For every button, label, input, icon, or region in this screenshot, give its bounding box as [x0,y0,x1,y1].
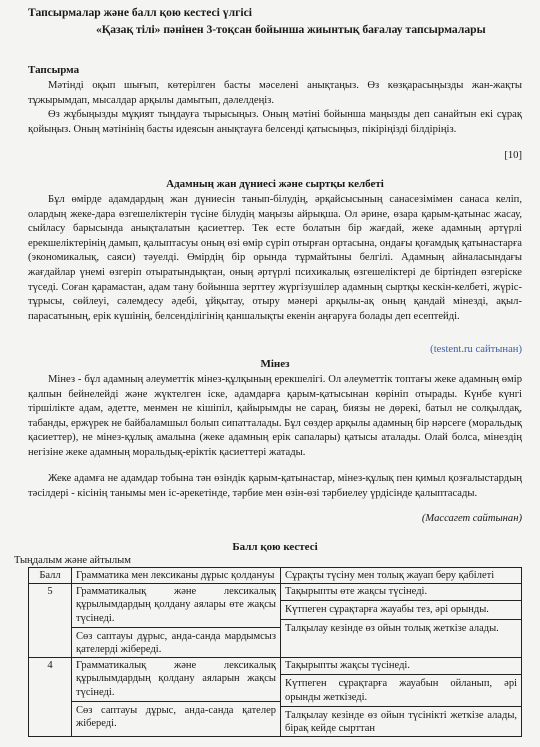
table-row [29,658,522,737]
row-grammar [72,584,281,658]
text2-body-2 [28,472,522,501]
table-title: Балл қою кестесі [232,541,318,553]
text2-body-2-text: Жеке адамға не адамдар тобына тән өзіндік қарым-қатынастар, мінез-құлық пен қимыл қозғалыстардың тәсілдері - кісінің танымы мен іс-әрекетінде, тәрбие мен өзін-өзі тәрбиелеу үрдісінде қалыптасады. [28,473,522,499]
answer-criterion: Күтпеген сұрақтарға жауабы тез, әрі орынды. [281,600,521,616]
grammar-criterion: Грамматикалық және лексикалық құрылымдардың қолдану аяларын жақсы түсінеді. [76,660,276,698]
header-line-2: «Қазақ тілі» пәнінен 3-тоқсан бойынша жиынтық бағалау тапсырмалары [96,23,486,36]
task-label: Тапсырма [28,64,80,76]
task-points: [10] [504,150,522,161]
row-score: 4 [29,658,72,737]
text1-title: Адамның жан дүниесі және сыртқы келбеті [166,178,384,190]
table-header-row [29,568,522,584]
text1-source: (testent.ru сайтынан) [430,344,522,355]
task-paragraph-2-text: Өз жұбыңызды мұқият тыңдауға тырысыңыз. Оның мәтіні бойынша маңызды деп санайтын екі сұрақ қойыңыз. Оның мәтінінің басты идеясын анықтауға белсенді қатысыңыз, пікіріңізді білдіріңіз. [28,109,522,135]
text1-body [28,193,522,324]
header-line-1: Тапсырмалар және балл қою кестесі үлгісі [28,6,252,19]
task-paragraph-1 [28,79,522,108]
answer-criterion: Тақырыпты өте жақсы түсінеді. [285,586,428,598]
row-score: 5 [29,584,72,658]
answer-criterion: Күтпеген сұрақтарға жауабын ойланып, әрі орынды жеткізеді. [281,674,521,703]
answer-criterion: Талқылау кезінде өз ойын толық жеткізе алады. [281,619,521,635]
header-grammar: Грамматика мен лексиканы дұрыс қолдануы [72,568,281,584]
table-subtitle: Тыңдалым және айтылым [14,555,131,566]
grammar-criterion: Сөз саптауы дұрыс, анда-санда мардымсыз қателерді жібереді. [72,627,280,656]
scoring-table [28,567,522,737]
answer-criterion: Талқылау кезінде өз ойын түсінікті жеткізе алады, бірақ кейде сырттан [281,706,521,735]
row-answer [281,584,522,658]
text2-title: Мінез [260,358,290,370]
row-answer [281,658,522,737]
text2-source: (Массагет сайтынан) [421,513,522,524]
text2-body-1-text: Мінез - бұл адамның әлеуметтік мінез-құлқының ерекшелігі. Ол әлеуметтік топтағы жеке адамның өмір қалпын бейнелейді және жүктелген іске, адамдарға қарым-қатысынан көрініп отырады. Күнбе күнгі тіршілікте адам, әдетте, менмен не кішіпіл, қайырымды не сараң, биязы не дөрекі, батыл не солқылдақ, табанды, ержүрек не байбаламшыл болып сипатталады. Бұл сөздер арқылы адамның бір нәрсеге (моральдық қасиеттер), не мінез-құлық амалына (жеке адамның ерік сапалары) қатысы аталады. Олай болса, мінездің негізіне жеке адамның моральдық-еріктік қасиеттері жатады. [28,374,522,458]
row-grammar [72,658,281,737]
answer-criterion: Тақырыпты жақсы түсінеді. [285,660,410,672]
header-score: Балл [29,568,72,584]
text2-body-1 [28,373,522,461]
table-row [29,584,522,658]
grammar-criterion: Грамматикалық және лексикалық құрылымдардың қолдану аялары өте жақсы түсінеді. [76,586,276,624]
task-paragraph-2 [28,108,522,137]
grammar-criterion: Сөз саптауы дұрыс, анда-санда қателер жібереді. [72,701,280,730]
header-answer: Сұрақты түсіну мен толық жауап беру қабілеті [281,568,522,584]
task-paragraph-1-text: Мәтінді оқып шығып, көтерілген басты мәселені анықтаңыз. Өз көзқарасыңызды жан-жақты тұжырымдап, мысалдар арқылы дамытып, дәлелдеңіз. [28,80,522,106]
text1-body-text: Бұл өмірде адамдардың жан дүниесін танып-білудің, әрқайсысының санасезімімен санаса келіп, олардың жеке-дара өзгешеліктерін түсіне білудің маңызы айрықша. Ол әрине, өзара қарым-қатынас жасау, сыйласу барысында анықталатын қасиеттер. Тек есте болатын бір жағдай, жеке адамның әртүрлі ерекшеліктерінің дамып, қалыптасуы оның өзі өмір сүріп отырған ортасына, ондағы қоғамдық қатынастарға (экономикалық, саяси) тәуелді. Өмірдің бір орында тұрмайтыны белгілі. Адамның айналасындағы жағдайлар үнемі өзгеріп отыратындықтан, оның әртүрлі психикалық өзгешеліктері де біртіндеп өзгеріске түседі. Соған қарамастан, адам тану бойынша зерттеу жүргізушілер адамның сыртқы кескін-келбеті, жүріс-тұрысы, сөйлеуі, сәлемдесу әдебі, ұйқытау, отыру мәнері арқылы-ақ оның қандай мінезді, ақыл-парасатының, ерік күшінің, белсенділігінің қаншалықты екенін аңғаруға болады деп есептейді. [28,194,522,322]
